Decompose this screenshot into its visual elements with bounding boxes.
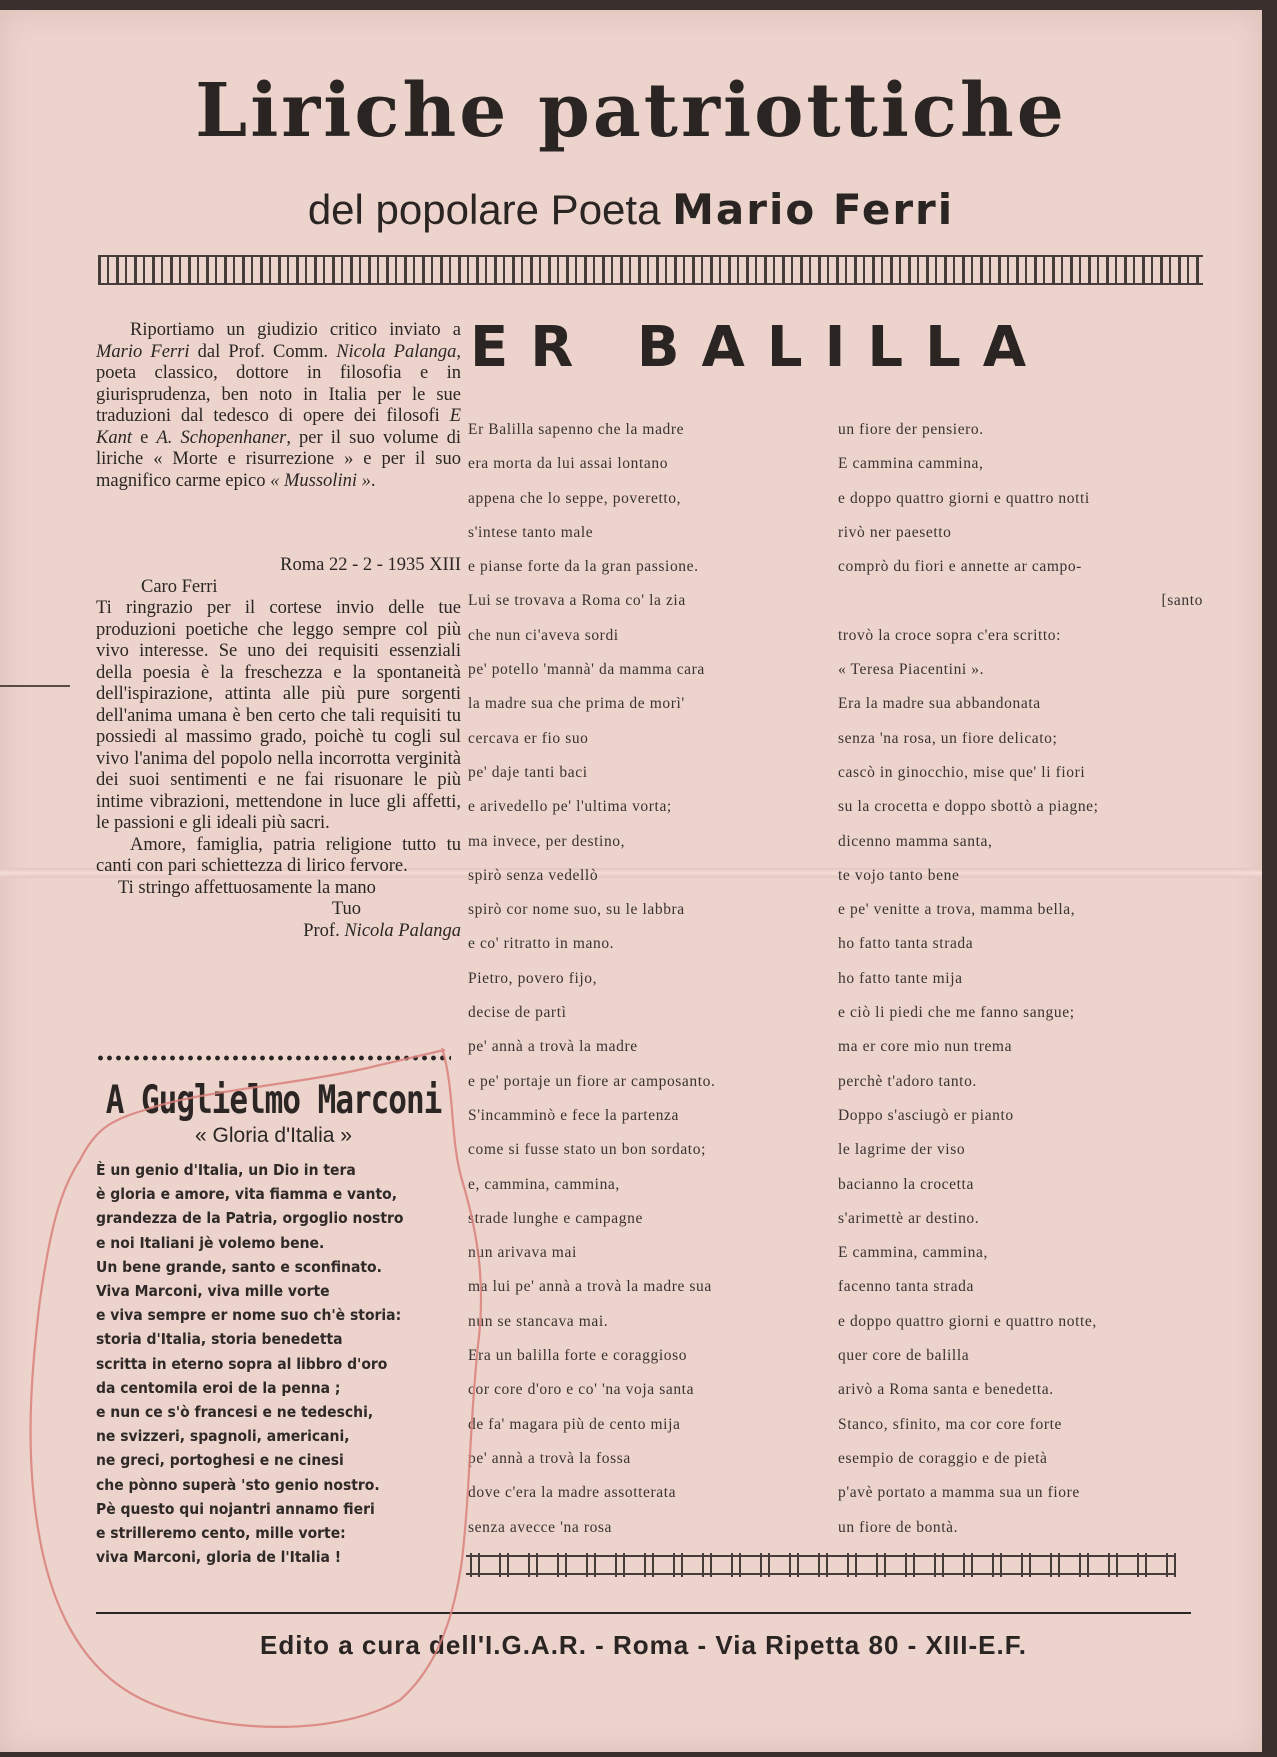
- balilla-verse-line: e doppo quattro giorni e quattro notti: [838, 489, 1090, 507]
- balilla-verse-line: S'incamminò e fece la partenza: [468, 1106, 680, 1124]
- marconi-verse-line: e nun ce s'ò francesi e ne tedeschi,: [96, 1403, 374, 1422]
- marconi-verse-line: da centomila eroi de la penna ;: [96, 1378, 341, 1397]
- balilla-verse-line: un fiore der pensiero.: [838, 421, 984, 438]
- balilla-verse-line: cercava er fio suo: [468, 729, 589, 747]
- balilla-verse-line: spirò cor nome suo, su le labbra: [468, 901, 685, 919]
- balilla-verse-line: ma invece, per destino,: [468, 832, 626, 850]
- balilla-verse-line: ho fatto tanta strada: [838, 935, 974, 953]
- balilla-verse-line: ma er core mio nun trema: [838, 1038, 1013, 1056]
- letter-body-2: Amore, famiglia, patria religione tutto tu canti con pari schiettezza di lirico fervore.: [96, 834, 461, 876]
- balilla-verse-line: pe' potello 'mannà' da mamma cara: [468, 661, 705, 679]
- marconi-verse-line: e viva sempre er nome suo ch'è storia:: [96, 1306, 402, 1325]
- balilla-verse-line: baciannо la crocetta: [838, 1175, 974, 1193]
- marconi-verse-line: Pè questo qui nojantri annamo fieri: [96, 1499, 375, 1518]
- balilla-verse-line: e pe' portaje un fiore ar camposanto.: [468, 1072, 716, 1090]
- intro-paragraph: Riportiamo un giudizio critico inviato a Mario Ferri dal Prof. Comm. Nicola Palanga, poeta classico, dottore in filosofia e in giurisprudenza, ben noto in Italia per le sue traduzioni dal tedesco di opere dei filosofi E Kant e A. Schopenhaner, per il suo volume di liriche « Morte e risurrezione » e per il suo magnifico carme epico « Mussolini ».: [96, 320, 461, 491]
- balilla-verse-line: strade lunghe e campagne: [468, 1209, 643, 1227]
- balilla-verse-line: Doppo s'asciugò er pianto: [838, 1106, 1014, 1124]
- balilla-verse-line: decise de partì: [468, 1004, 567, 1022]
- marconi-poem-body: [96, 1158, 456, 1569]
- poet-name: Mario Ferri: [672, 185, 955, 234]
- balilla-verse-line: su la crocetta e doppo sbottò a piagne;: [838, 798, 1099, 816]
- balilla-verse-line: esempio de coraggio e de pietà: [838, 1449, 1048, 1467]
- balilla-verse-line: dicenno mamma santa,: [838, 832, 993, 850]
- balilla-verse-line: comprò du fiori e annette ar campo-: [838, 558, 1082, 576]
- balilla-verse-line: le lagrime der viso: [838, 1141, 966, 1159]
- balilla-verse-line: e doppo quattro giorni e quattro notte,: [838, 1312, 1097, 1330]
- balilla-verse-line: nun arivava mai: [468, 1244, 577, 1262]
- balilla-verse-line: come si fusse stato un bon sordato;: [468, 1141, 706, 1159]
- balilla-verse-line: p'avè portato a mamma sua un fiore: [838, 1484, 1080, 1502]
- balilla-verse-line: e co' ritratto in mano.: [468, 935, 615, 953]
- letter-salutation: Caro Ferri: [141, 576, 218, 597]
- balilla-verse-line: pe' annà a trovà la fossa: [468, 1449, 631, 1467]
- balilla-verse-line: e pianse forte da la gran passione.: [468, 558, 699, 576]
- page-subtitle: [0, 185, 1262, 234]
- balilla-verse-line: arivò a Roma santa e benedetta.: [838, 1381, 1054, 1399]
- balilla-verse-line: senza 'na rosa, un fiore delicato;: [838, 729, 1058, 747]
- balilla-verse-line: era morta da lui assai lontano: [468, 455, 669, 473]
- publisher-footer: Edito a cura dell'I.G.A.R. - Roma - Via Ripetta 80 - XIII-E.F.: [260, 1630, 1027, 1660]
- balilla-verse-line: perchè t'adoro tanto.: [838, 1072, 977, 1090]
- balilla-verse-line: cascò in ginocchio, mise que' li fiori: [838, 763, 1086, 781]
- balilla-column-1: [468, 413, 818, 1545]
- balilla-verse-line: Era un balilla forte e coraggioso: [468, 1347, 688, 1365]
- ornamental-border-top: [98, 255, 1203, 285]
- marconi-poem-title: A Guglielmo Marconi: [105, 1078, 442, 1123]
- balilla-poem-title: ER BALILLA: [470, 315, 1049, 380]
- marconi-poem-subtitle: « Gloria d'Italia »: [195, 1124, 352, 1147]
- fold-tick-mark: [0, 685, 70, 687]
- balilla-verse-line: spirò senza vedellò: [468, 866, 599, 884]
- balilla-verse-line: Era la madre sua abbandonata: [838, 695, 1041, 713]
- marconi-verse-line: che pònno superà 'sto genio nostro.: [96, 1475, 380, 1494]
- balilla-verse-line: e arivedello pe' l'ultima vorta;: [468, 798, 672, 816]
- balilla-verse-line: un fiore de bontà.: [838, 1518, 959, 1536]
- balilla-column-2: [838, 413, 1203, 1545]
- subtitle-prefix: del popolare Poeta: [307, 186, 661, 233]
- balilla-verse-line: e ciò li piedi che me fanno sangue;: [838, 1004, 1075, 1022]
- balilla-verse-line: che nun ci'aveva sordi: [468, 626, 619, 644]
- critic-letter: [96, 555, 461, 942]
- balilla-verse-line: e, cammina, cammina,: [468, 1175, 620, 1193]
- marconi-verse-line: Viva Marconi, viva mille vorte: [96, 1282, 330, 1301]
- balilla-verse-line: cor core d'oro e co' 'na voja santa: [468, 1381, 695, 1399]
- marconi-verse-line: grandezza de la Patria, orgoglio nostro: [96, 1209, 404, 1228]
- page-title: Liriche patriottiche: [195, 68, 1067, 154]
- balilla-verse-line: trovò la croce sopra c'era scritto:: [838, 626, 1062, 644]
- marconi-verse-line: ne svizzeri, spagnoli, americani,: [96, 1427, 350, 1446]
- marconi-verse-line: È un genio d'Italia, un Dio in tera: [96, 1161, 356, 1179]
- balilla-verse-line: senza avecce 'na rosa: [468, 1518, 613, 1536]
- footer-rule: [96, 1612, 1191, 1614]
- balilla-verse-line: ma lui pe' annà a trovà la madre sua: [468, 1278, 712, 1296]
- marconi-verse-line: è gloria e amore, vita fiamma e vanto,: [96, 1185, 398, 1204]
- dotted-divider: [96, 1055, 451, 1061]
- balilla-verse-line: pe' annà a trovà la madre: [468, 1038, 638, 1056]
- marconi-verse-line: viva Marconi, gloria de l'Italia !: [96, 1548, 342, 1567]
- letter-signature: Prof. Nicola Palanga: [303, 920, 461, 941]
- letter-closing: Ti stringo affettuosamente la mano: [118, 877, 376, 898]
- marconi-verse-line: scritta in eterno sopra al libbro d'oro: [96, 1354, 388, 1373]
- balilla-verse-line: s'arimettè ar destino.: [838, 1209, 980, 1227]
- balilla-verse-line: Pietro, povero fijo,: [468, 969, 598, 987]
- balilla-verse-line: te vojo tanto bene: [838, 866, 960, 884]
- marconi-verse-line: e strilleremo cento, mille vorte:: [96, 1524, 346, 1543]
- balilla-verse-line: Er Balilla sapenno che la madre: [468, 421, 685, 438]
- balilla-verse-line: pe' daje tanti baci: [468, 763, 588, 781]
- letter-tuo: Tuo: [331, 899, 361, 919]
- marconi-verse-line: e noi Italiani jè volemo bene.: [96, 1233, 325, 1252]
- balilla-verse-line: rivò ner paesetto: [838, 523, 952, 541]
- balilla-verse-line: dove c'era la madre assotterata: [468, 1484, 677, 1502]
- balilla-verse-line: E cammina, cammina,: [838, 1244, 988, 1262]
- balilla-verse-line: nun se stancava mai.: [468, 1312, 609, 1330]
- balilla-verse-line: E cammina cammina,: [838, 455, 984, 473]
- marconi-verse-line: ne greci, portoghesi e ne cinesi: [96, 1451, 344, 1470]
- balilla-verse-line: Lui se trovava a Roma co' la zia: [468, 592, 686, 610]
- marconi-verse-line: Un bene grande, santo e sconfinato.: [96, 1257, 382, 1276]
- balilla-verse-line: [santo: [1161, 592, 1203, 610]
- balilla-verse-line: s'intese tanto male: [468, 523, 594, 541]
- balilla-verse-line: e pe' venitte a trova, mamma bella,: [838, 901, 1076, 919]
- balilla-verse-line: « Teresa Piacentini ».: [838, 661, 985, 679]
- marconi-verse-line: storia d'Italia, storia benedetta: [96, 1330, 343, 1349]
- balilla-verse-line: quer core de balilla: [838, 1347, 970, 1365]
- balilla-verse-line: ho fatto tante mija: [838, 969, 963, 987]
- letter-date: Roma 22 - 2 - 1935 XIII: [280, 555, 461, 575]
- balilla-verse-line: Stanco, sfinito, ma cor core forte: [838, 1415, 1062, 1433]
- ornamental-border-bottom: [466, 1553, 1176, 1577]
- balilla-verse-line: la madre sua che prima de morì': [468, 695, 685, 713]
- letter-body: Ti ringrazio per il cortese invio delle tue produzioni poetiche che leggo sempre col più vivo interesse. Se uno dei requisiti essenziali della poesia è la freschezza e la spontaneità dell'ispirazione, attinta alle più pure sorgenti dell'anima umana è ben certo che tali requisiti tu possiedi al massimo grado, poichè tu cogli sul vivo l'anima del popolo nella incorrotta verginità dei suoi sentimenti e ne fai risuonare le più intime vibrazioni, mettendone in luce gli affetti, le passioni e gli ideali più sacri.: [96, 598, 461, 833]
- balilla-verse-line: facenno tanta strada: [838, 1278, 974, 1296]
- balilla-verse-line: appena che lo seppe, poveretto,: [468, 489, 682, 507]
- balilla-verse-line: de fa' magara più de cento mija: [468, 1415, 681, 1433]
